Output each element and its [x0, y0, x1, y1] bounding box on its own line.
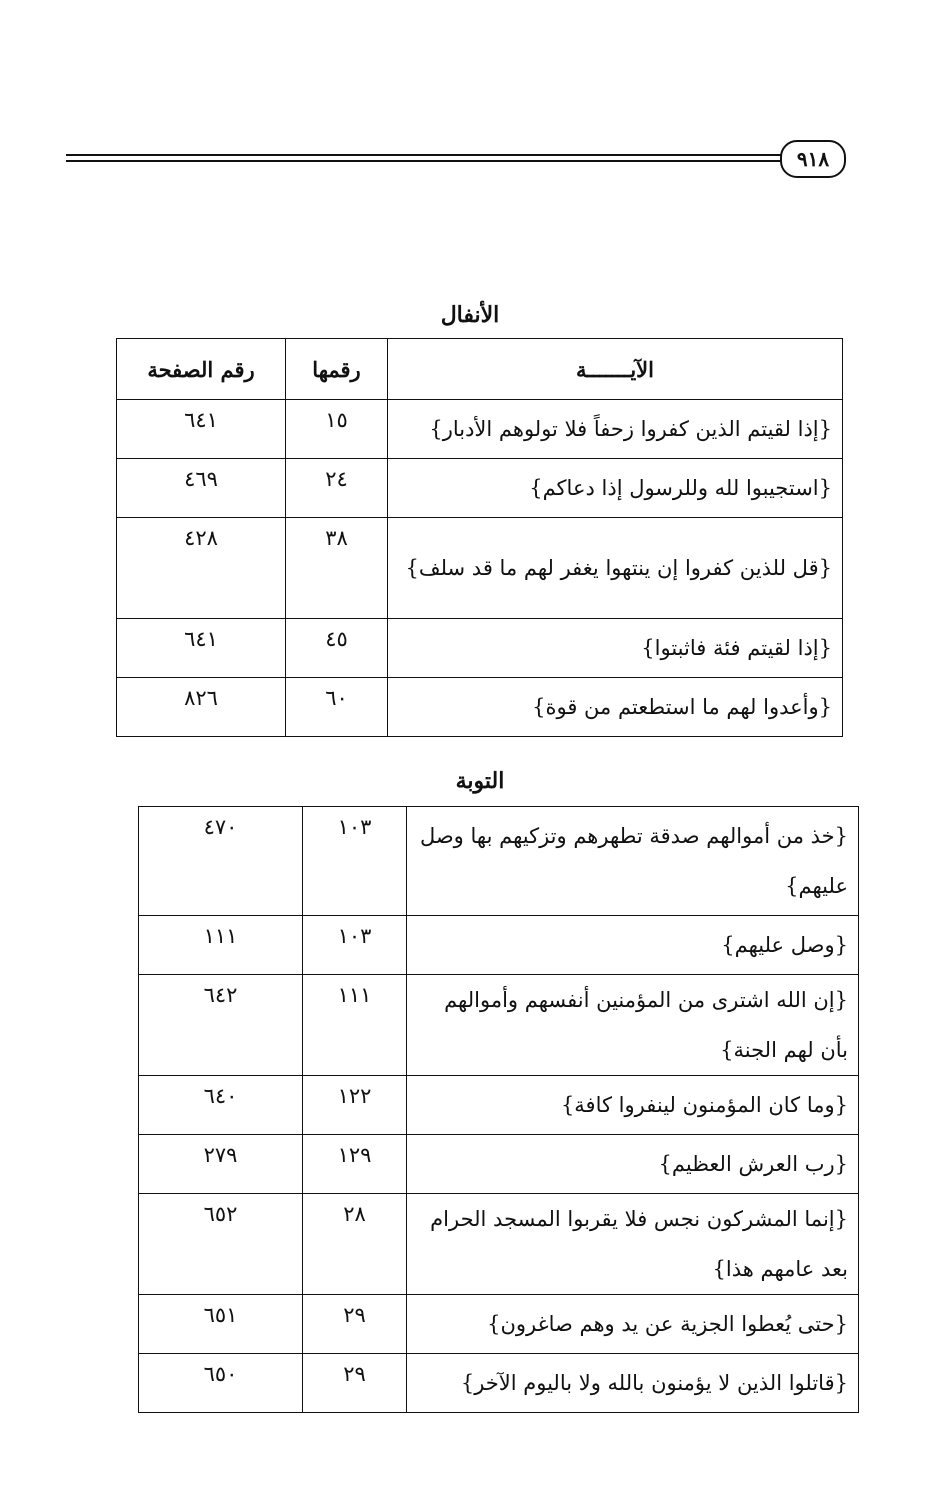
page-number-cell: ٦٥٢ [139, 1194, 303, 1295]
table-row [139, 1076, 859, 1135]
ayah-cell: {وصل عليهم} [407, 916, 859, 975]
header-ayah: الآيـــــــة [388, 339, 843, 400]
ayah-number-cell: ٢٩ [303, 1354, 407, 1413]
ayah-cell: {إذا لقيتم فئة فاثبتوا} [388, 619, 843, 678]
table-row [117, 518, 843, 619]
page-number-cell: ٦٥١ [139, 1295, 303, 1354]
ayah-cell: {استجيبوا لله وللرسول إذا دعاكم} [388, 459, 843, 518]
ayah-number-cell: ١٥ [286, 400, 388, 459]
header-page: رقم الصفحة [117, 339, 286, 400]
page-header [66, 140, 846, 180]
table-row [139, 975, 859, 1076]
table-row [117, 678, 843, 737]
table-row [139, 1354, 859, 1413]
table-row [139, 916, 859, 975]
table-row [139, 1194, 859, 1295]
ayah-number-cell: ٢٨ [303, 1194, 407, 1295]
table-row [139, 1295, 859, 1354]
ayah-cell: {إن الله اشترى من المؤمنين أنفسهم وأموالهم بأن لهم الجنة} [407, 975, 859, 1076]
ayah-cell: {إذا لقيتم الذين كفروا زحفاً فلا تولوهم الأدبار} [388, 400, 843, 459]
table-row [139, 1135, 859, 1194]
ayah-number-cell: ٣٨ [286, 518, 388, 619]
ayah-number-cell: ٤٥ [286, 619, 388, 678]
section-title-tawbah: التوبة [455, 768, 505, 794]
page-number-cell: ٦٤٢ [139, 975, 303, 1076]
page-number-cell: ٦٥٠ [139, 1354, 303, 1413]
ayah-number-cell: ١١١ [303, 975, 407, 1076]
table-row [117, 400, 843, 459]
ayah-number-cell: ١٢٢ [303, 1076, 407, 1135]
page-number-cell: ٤٢٨ [117, 518, 286, 619]
page-number-cell: ٦٤١ [117, 400, 286, 459]
ayah-cell: {قل للذين كفروا إن ينتهوا يغفر لهم ما قد سلف} [388, 518, 843, 619]
ayah-number-cell: ١٠٣ [303, 916, 407, 975]
ayah-cell: {إنما المشركون نجس فلا يقربوا المسجد الحرام بعد عامهم هذا} [407, 1194, 859, 1295]
table-row [117, 619, 843, 678]
ayah-cell: {حتى يُعطوا الجزية عن يد وهم صاغرون} [407, 1295, 859, 1354]
header-rule [66, 154, 786, 162]
page-number-cell: ٨٢٦ [117, 678, 286, 737]
header-number: رقمها [286, 339, 388, 400]
ayah-number-cell: ٢٩ [303, 1295, 407, 1354]
ayah-cell: {رب العرش العظيم} [407, 1135, 859, 1194]
page-number-cell: ٦٤١ [117, 619, 286, 678]
ayah-cell: {وما كان المؤمنون لينفروا كافة} [407, 1076, 859, 1135]
ayah-number-cell: ٦٠ [286, 678, 388, 737]
page-number-badge: ٩١٨ [780, 140, 846, 178]
ayah-number-cell: ١٢٩ [303, 1135, 407, 1194]
table-row [139, 807, 859, 916]
index-table-tawbah [138, 806, 859, 1413]
ayah-cell: {خذ من أموالهم صدقة تطهرهم وتزكيهم بها وصل عليهم} [407, 807, 859, 916]
page-number-cell: ١١١ [139, 916, 303, 975]
ayah-number-cell: ١٠٣ [303, 807, 407, 916]
table-header-row [117, 339, 843, 400]
ayah-number-cell: ٢٤ [286, 459, 388, 518]
table-row [117, 459, 843, 518]
index-table-anfal [116, 338, 843, 737]
page-number-cell: ٦٤٠ [139, 1076, 303, 1135]
ayah-cell: {قاتلوا الذين لا يؤمنون بالله ولا باليوم الآخر} [407, 1354, 859, 1413]
ayah-cell: {وأعدوا لهم ما استطعتم من قوة} [388, 678, 843, 737]
page-number-cell: ٤٧٠ [139, 807, 303, 916]
page-number-cell: ٤٦٩ [117, 459, 286, 518]
section-title-anfal: الأنفال [440, 302, 500, 328]
page-number-cell: ٢٧٩ [139, 1135, 303, 1194]
